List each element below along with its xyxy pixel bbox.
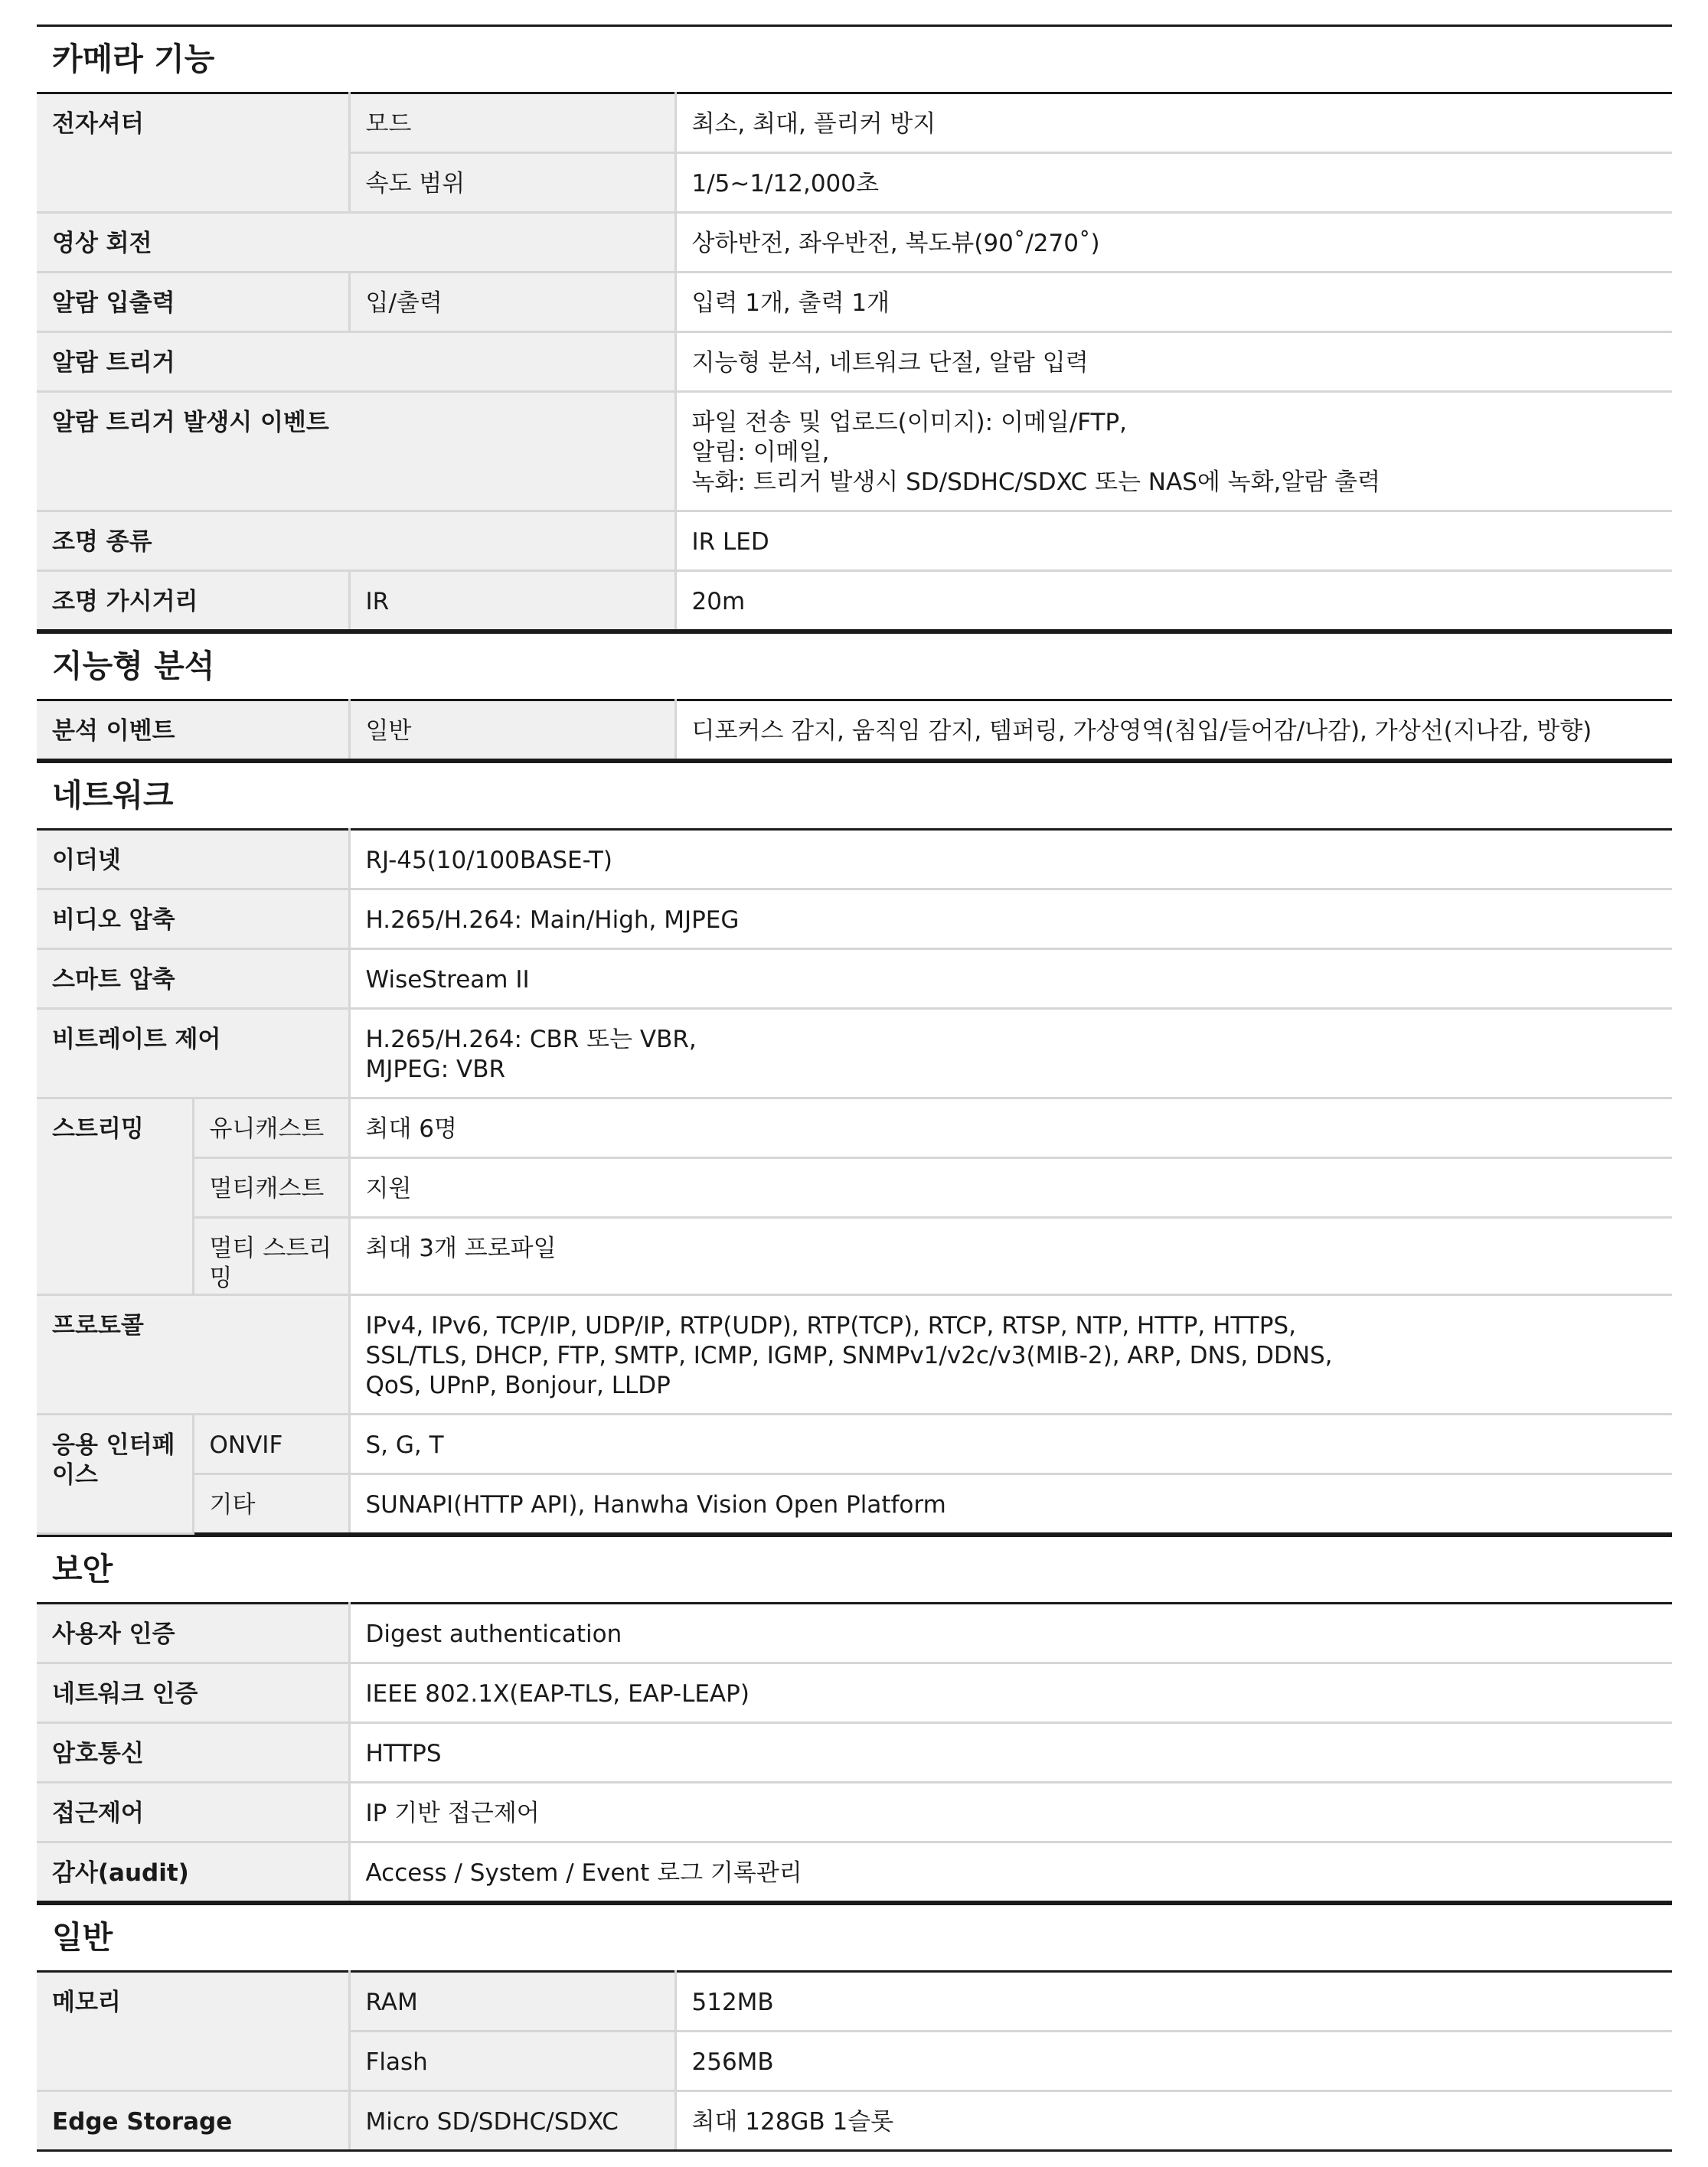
spec-value-line: Access / System / Event 로그 기록관리 [365, 1859, 802, 1887]
spec-value [675, 511, 1672, 571]
table-row [37, 1295, 1672, 1415]
spec-value-line: H.265/H.264: Main/High, MJPEG [365, 906, 740, 934]
spec-label: 응용 인터페이스 [37, 1415, 193, 1534]
spec-label: 암호통신 [37, 1723, 349, 1783]
spec-value-line: 파일 전송 및 업로드(이미지): 이메일/FTP, [691, 409, 1128, 436]
section-title: 일반 [37, 1903, 1672, 1970]
spec-value-line: 상하반전, 좌우반전, 복도뷰(90˚/270˚) [691, 230, 1100, 257]
spec-sublabel: 유니캐스트 [193, 1098, 349, 1158]
spec-value [675, 2032, 1672, 2091]
spec-value-line: SUNAPI(HTTP API), Hanwha Vision Open Platform [365, 1491, 946, 1519]
table-row [37, 1098, 1672, 1158]
spec-label: 조명 가시거리 [37, 571, 349, 631]
table-row [37, 1663, 1672, 1723]
spec-value-line: WiseStream II [365, 966, 530, 994]
spec-value-line: IR LED [691, 528, 769, 556]
spec-label: 알람 트리거 발생시 이벤트 [37, 392, 675, 511]
spec-value [349, 1218, 1672, 1295]
spec-value [349, 1723, 1672, 1783]
spec-value [349, 949, 1672, 1009]
spec-label: 스마트 압축 [37, 949, 349, 1009]
spec-sublabel: 속도 범위 [349, 153, 675, 213]
table-row [37, 213, 1672, 273]
spec-value [675, 332, 1672, 392]
spec-label: 메모리 [37, 1972, 349, 2091]
spec-value-line: 20m [691, 588, 746, 615]
spec-value [675, 392, 1672, 511]
spec-label: 알람 트리거 [37, 332, 675, 392]
spec-label: 조명 종류 [37, 511, 675, 571]
spec-value-line: S, G, T [365, 1431, 444, 1459]
spec-value-line: 디포커스 감지, 움직임 감지, 템퍼링, 가상영역(침입/들어감/나감), 가상선(지나감, 방향) [691, 717, 1592, 745]
spec-sublabel: 멀티 스트리밍 [193, 1218, 349, 1295]
table-row [37, 511, 1672, 571]
spec-value-line: IEEE 802.1X(EAP-TLS, EAP-LEAP) [365, 1680, 749, 1708]
spec-label: 접근제어 [37, 1783, 349, 1842]
spec-sublabel: Flash [349, 2032, 675, 2091]
spec-value-line: SSL/TLS, DHCP, FTP, SMTP, ICMP, IGMP, SNMPv1/v2c/v3(MIB-2), ARP, DNS, DDNS, [365, 1342, 1333, 1369]
spec-sublabel: 기타 [193, 1474, 349, 1534]
spec-value-line: 256MB [691, 2048, 774, 2076]
spec-sublabel: IR [349, 571, 675, 631]
section-title: 카메라 기능 [37, 24, 1672, 92]
spec-value-line: Digest authentication [365, 1620, 622, 1648]
spec-value [349, 889, 1672, 949]
spec-label: 비트레이트 제어 [37, 1009, 349, 1098]
spec-label: 이더넷 [37, 830, 349, 889]
table-row [37, 1842, 1672, 1902]
spec-value-line: 512MB [691, 1989, 774, 2016]
section-title: 지능형 분석 [37, 631, 1672, 699]
spec-value-line: IP 기반 접근제어 [365, 1800, 540, 1827]
table-row [37, 93, 1672, 153]
section-title: 네트워크 [37, 761, 1672, 828]
table-row [37, 571, 1672, 631]
table-row [37, 830, 1672, 889]
spec-value [349, 1783, 1672, 1842]
spec-label: Edge Storage [37, 2091, 349, 2151]
spec-sublabel: Micro SD/SDHC/SDXC [349, 2091, 675, 2151]
spec-value-line: QoS, UPnP, Bonjour, LLDP [365, 1372, 671, 1399]
table-row [37, 949, 1672, 1009]
spec-sublabel: 일반 [349, 700, 675, 760]
spec-value [349, 1842, 1672, 1902]
spec-value [675, 1972, 1672, 2032]
spec-label: 전자셔터 [37, 93, 349, 213]
spec-value [675, 2091, 1672, 2151]
spec-value [349, 1663, 1672, 1723]
spec-value [349, 1295, 1672, 1415]
spec-label: 분석 이벤트 [37, 700, 349, 760]
table-row [37, 1972, 1672, 2032]
table-row [37, 392, 1672, 511]
spec-value [349, 1474, 1672, 1534]
spec-document [37, 24, 1672, 2152]
spec-label: 사용자 인증 [37, 1604, 349, 1663]
table-row [37, 273, 1672, 332]
spec-value-line: 입력 1개, 출력 1개 [691, 289, 890, 317]
spec-sublabel: RAM [349, 1972, 675, 2032]
spec-sublabel: 모드 [349, 93, 675, 153]
spec-value [675, 571, 1672, 631]
table-row [37, 1158, 1672, 1218]
spec-value-line: HTTPS [365, 1740, 442, 1767]
table-row [37, 1723, 1672, 1783]
table-row [37, 889, 1672, 949]
spec-value-line: 지능형 분석, 네트워크 단절, 알람 입력 [691, 349, 1089, 377]
spec-value [675, 273, 1672, 332]
spec-label: 스트리밍 [37, 1098, 193, 1295]
spec-value-line: 최대 3개 프로파일 [365, 1235, 557, 1262]
spec-value [349, 1604, 1672, 1663]
spec-value-line: 지원 [365, 1175, 412, 1203]
table-row [37, 1415, 1672, 1474]
section-title: 보안 [37, 1535, 1672, 1602]
spec-value [675, 213, 1672, 273]
table-row [37, 1009, 1672, 1098]
spec-value [349, 830, 1672, 889]
spec-value [675, 93, 1672, 153]
spec-value-line: IPv4, IPv6, TCP/IP, UDP/IP, RTP(UDP), RTP(TCP), RTCP, RTSP, NTP, HTTP, HTTPS, [365, 1312, 1296, 1340]
table-row [37, 700, 1672, 760]
spec-label: 비디오 압축 [37, 889, 349, 949]
spec-label: 영상 회전 [37, 213, 675, 273]
spec-value-line: 알림: 이메일, [691, 439, 830, 466]
table-row [37, 1474, 1672, 1534]
table-row [37, 2091, 1672, 2151]
spec-value [349, 1009, 1672, 1098]
table-row [37, 1604, 1672, 1663]
spec-value-line: 녹화: 트리거 발생시 SD/SDHC/SDXC 또는 NAS에 녹화,알람 출력 [691, 468, 1381, 496]
spec-value-line: 1/5~1/12,000초 [691, 170, 879, 197]
spec-value [349, 1098, 1672, 1158]
spec-value-line: 최소, 최대, 플리커 방지 [691, 110, 936, 138]
table-row [37, 1783, 1672, 1842]
spec-label: 네트워크 인증 [37, 1663, 349, 1723]
spec-value [349, 1158, 1672, 1218]
spec-value [675, 700, 1672, 760]
spec-value-line: 최대 128GB 1슬롯 [691, 2108, 894, 2136]
spec-value-line: RJ-45(10/100BASE-T) [365, 847, 612, 874]
spec-sublabel: 입/출력 [349, 273, 675, 332]
spec-sublabel: ONVIF [193, 1415, 349, 1474]
spec-table [37, 699, 1672, 761]
spec-table [37, 1602, 1672, 1903]
spec-table [37, 828, 1672, 1535]
spec-label: 감사(audit) [37, 1842, 349, 1902]
spec-label: 프로토콜 [37, 1295, 349, 1415]
spec-value-line: H.265/H.264: CBR 또는 VBR, [365, 1026, 697, 1053]
spec-table [37, 1970, 1672, 2152]
spec-label: 알람 입출력 [37, 273, 349, 332]
table-row [37, 1218, 1672, 1295]
spec-value-line: 최대 6명 [365, 1115, 457, 1143]
spec-value [349, 1415, 1672, 1474]
spec-value-line: MJPEG: VBR [365, 1056, 506, 1083]
spec-table [37, 92, 1672, 631]
spec-value [675, 153, 1672, 213]
table-row [37, 332, 1672, 392]
spec-sublabel: 멀티캐스트 [193, 1158, 349, 1218]
